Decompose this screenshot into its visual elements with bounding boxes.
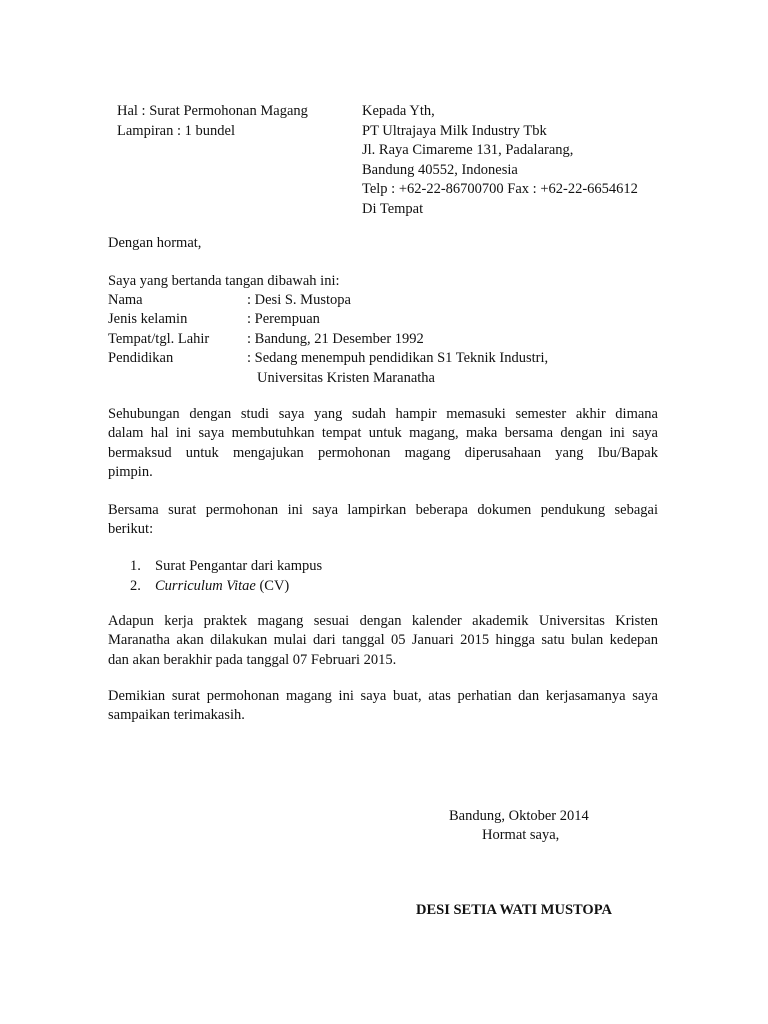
field-label: Jenis kelamin — [108, 311, 188, 327]
paragraph-line: dalam hal ini saya membutuhkan tempat untuk magang, maka bersama dengan ini saya — [108, 425, 658, 442]
paragraph-line: Bersama surat permohonan ini saya lampirkan beberapa dokumen pendukung sebagai — [108, 502, 658, 518]
field-value: : Bandung, 21 Desember 1992 — [247, 331, 424, 347]
paragraph-line: Adapun kerja praktek magang sesuai dengan kalender akademik Universitas Kristen — [108, 613, 658, 629]
list-text-italic: Curriculum Vitae — [155, 577, 256, 594]
list-text — [155, 577, 289, 596]
field-value: : Desi S. Mustopa — [247, 292, 351, 308]
recipient-company: PT Ultrajaya Milk Industry Tbk — [362, 122, 547, 139]
field-value: : Perempuan — [247, 311, 320, 327]
subject-line: Hal : Surat Permohonan Magang — [117, 103, 308, 119]
attachment-line: Lampiran : 1 bundel — [117, 122, 235, 139]
paragraph-closing — [108, 687, 658, 726]
field-label: Nama — [108, 292, 143, 308]
list-number: 1. — [130, 558, 141, 574]
paragraph-line: Demikian surat permohonan magang ini saya buat, atas perhatian dan kerjasamanya saya — [108, 688, 658, 704]
list-text: Surat Pengantar dari kampus — [155, 558, 323, 574]
recipient-address-city: Bandung 40552, Indonesia — [362, 161, 518, 178]
paragraph-line: berikut: — [108, 521, 154, 538]
paragraph-schedule — [108, 612, 658, 670]
list-number: 2. — [130, 577, 141, 594]
signer-name: DESI SETIA WATI MUSTOPA — [416, 902, 612, 918]
field-education-continued: Universitas Kristen Maranatha — [257, 370, 435, 386]
list-text-rest: (CV) — [255, 577, 290, 594]
paragraph-line: Sehubungan dengan studi saya yang sudah hampir memasuki semester akhir dimana — [108, 406, 658, 422]
recipient-address-street: Jl. Raya Cimareme 131, Padalarang, — [362, 142, 574, 158]
paragraph-line: Maranatha akan dilakukan mulai dari tanggal 05 Januari 2015 hingga satu bulan kedepan — [108, 632, 658, 649]
paragraph-line: pimpin. — [108, 464, 153, 481]
field-label: Tempat/tgl. Lahir — [108, 331, 210, 347]
paragraph-purpose — [108, 405, 658, 483]
recipient-greeting: Kepada Yth, — [362, 103, 435, 119]
paragraph-line: sampaikan terimakasih. — [108, 707, 245, 724]
paragraph-line: bermaksud untuk mengajukan permohonan magang diperusahaan yang Ibu/Bapak — [108, 444, 658, 461]
recipient-contact: Telp : +62-22-86700700 Fax : +62-22-6654612 — [362, 181, 638, 197]
recipient-place: Di Tempat — [362, 200, 424, 217]
field-label: Pendidikan — [108, 350, 174, 366]
intro-line: Saya yang bertanda tangan dibawah ini: — [108, 273, 340, 289]
letter-header-left — [117, 102, 308, 141]
place-date: Bandung, Oktober 2014 — [449, 808, 589, 824]
field-value: : Sedang menempuh pendidikan S1 Teknik Industri, — [247, 350, 549, 366]
salutation: Dengan hormat, — [108, 235, 202, 251]
regards: Hormat saya, — [482, 827, 560, 843]
paragraph-line: dan akan berakhir pada tanggal 07 Februari 2015. — [108, 651, 397, 668]
recipient-block — [362, 102, 638, 219]
paragraph-attachments — [108, 501, 658, 540]
